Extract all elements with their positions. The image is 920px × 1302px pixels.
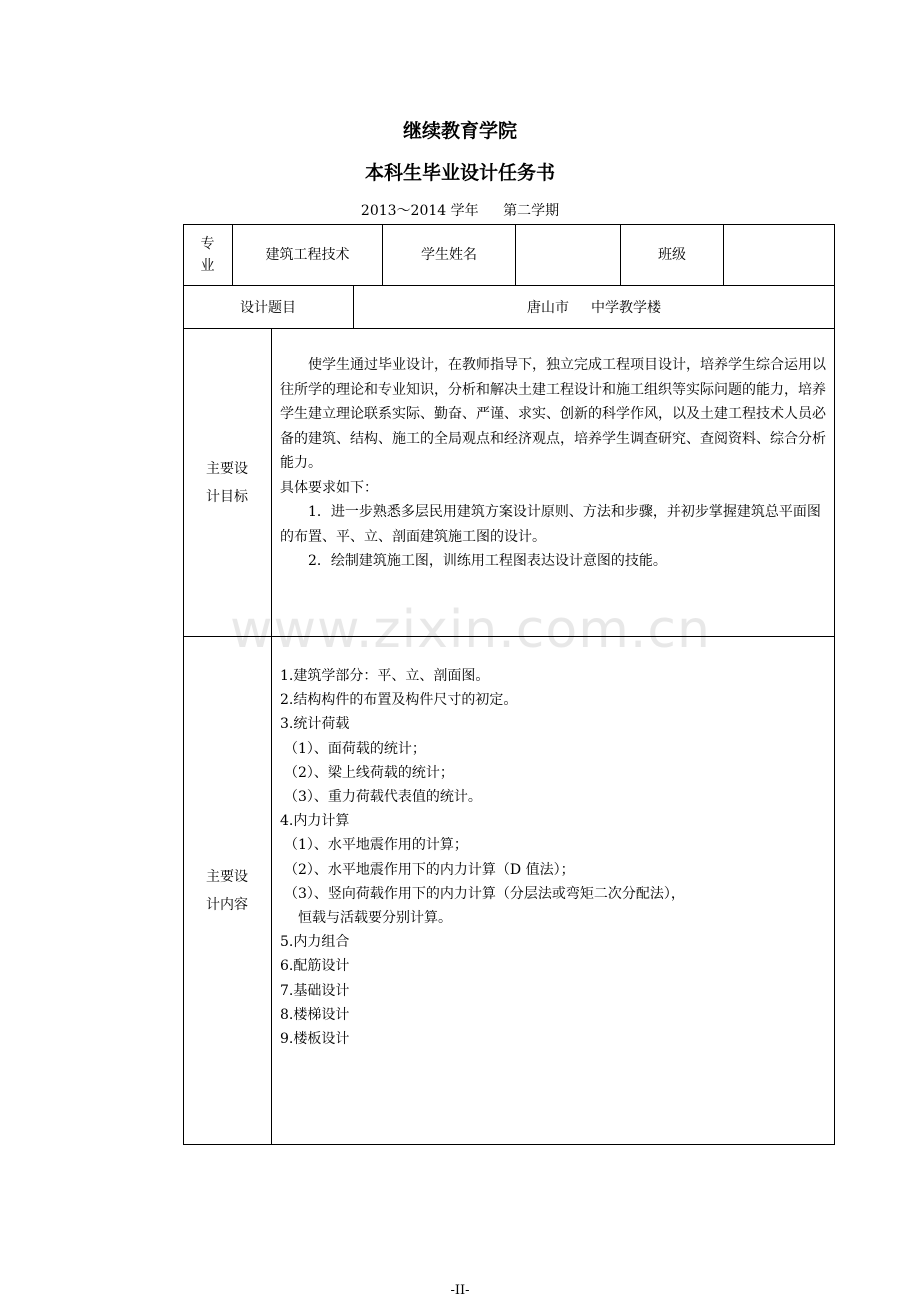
- list-item: 5.内力组合: [280, 934, 350, 951]
- list-item: 3.统计荷载: [280, 716, 350, 733]
- semester: 第二学期: [503, 203, 560, 219]
- list-item: （1）、面荷载的统计；: [284, 740, 426, 757]
- requirement-2: 2．绘制建筑施工图，训练用工程图表达设计意图的技能。: [308, 553, 667, 569]
- topic-value: [354, 287, 834, 328]
- topic-city: 唐山市: [527, 299, 569, 316]
- list-item: （3）、重力荷载代表值的统计。: [284, 789, 482, 806]
- institution-title: 继续教育学院: [402, 120, 517, 142]
- objectives-label: [183, 329, 271, 636]
- requirements-heading: 具体要求如下：: [280, 479, 378, 496]
- table-rule-row3: [183, 636, 835, 637]
- major-label-line1: 专: [200, 236, 215, 252]
- table-vrule: [271, 329, 272, 1145]
- list-item: （1）、水平地震作用的计算；: [284, 837, 468, 854]
- major-value: 建筑工程技术: [265, 247, 350, 263]
- contents-list: [280, 664, 820, 1051]
- objectives-text: [280, 353, 828, 574]
- term-line: [0, 200, 920, 220]
- list-item: 7.基础设计: [280, 982, 350, 999]
- list-item: 恒载与活载要分别计算。: [298, 910, 452, 927]
- table-rule-row2: [183, 328, 835, 329]
- list-item: 8.楼梯设计: [280, 1006, 350, 1023]
- contents-label: [183, 637, 271, 1144]
- list-item: （3）、竖向荷载作用下的内力计算（分层法或弯矩二次分配法），: [284, 885, 685, 902]
- objectives-intro: 使学生通过毕业设计，在教师指导下，独立完成工程项目设计，培养学生综合运用以往所学的理论和专业知识，分析和解决土建工程设计和施工组织等实际问题的能力，培养学生建立理论联系实际、勤奋、严谨、求实、创新的科学作风，以及土建工程技术人员必备的建筑、结构、施工的全局观点和经济观点，培养学生调查研究、查阅资料、综合分析能力。: [280, 357, 826, 471]
- major-label-line2: 业: [200, 258, 215, 274]
- topic-name: 中学教学楼: [591, 299, 661, 316]
- student-name-value[interactable]: [516, 225, 620, 285]
- objectives-label-line1: 主要设: [206, 460, 248, 477]
- major-label: [183, 225, 232, 285]
- class-label: 班级: [658, 247, 686, 263]
- document-title: 本科生毕业设计任务书: [364, 162, 555, 184]
- topic-label: 设计题目: [240, 299, 296, 316]
- table-rule-row1: [183, 285, 835, 286]
- list-item: （2）、梁上线荷载的统计；: [284, 764, 454, 781]
- list-item: 4.内力计算: [280, 813, 350, 830]
- list-item: 6.配筋设计: [280, 958, 350, 975]
- list-item: （2）、水平地震作用下的内力计算（D 值法）；: [284, 861, 575, 878]
- objectives-label-line2: 计目标: [206, 488, 248, 505]
- student-name-label: 学生姓名: [421, 247, 477, 263]
- contents-label-line1: 主要设: [206, 868, 248, 885]
- list-item: 9.楼板设计: [280, 1031, 350, 1048]
- contents-label-line2: 计内容: [206, 896, 248, 913]
- list-item: 2.结构构件的布置及构件尺寸的初定。: [280, 692, 518, 709]
- list-item: 1.建筑学部分：平、立、剖面图。: [280, 668, 490, 684]
- watermark: www.zixin.com.cn: [230, 600, 711, 660]
- academic-year: 2013～2014 学年: [360, 203, 479, 219]
- requirement-1: 1．进一步熟悉多层民用建筑方案设计原则、方法和步骤，并初步掌握建筑总平面图的布置、平、立、剖面建筑施工图的设计。: [280, 504, 821, 545]
- class-value[interactable]: [724, 225, 834, 285]
- page-number: -II-: [450, 1283, 470, 1298]
